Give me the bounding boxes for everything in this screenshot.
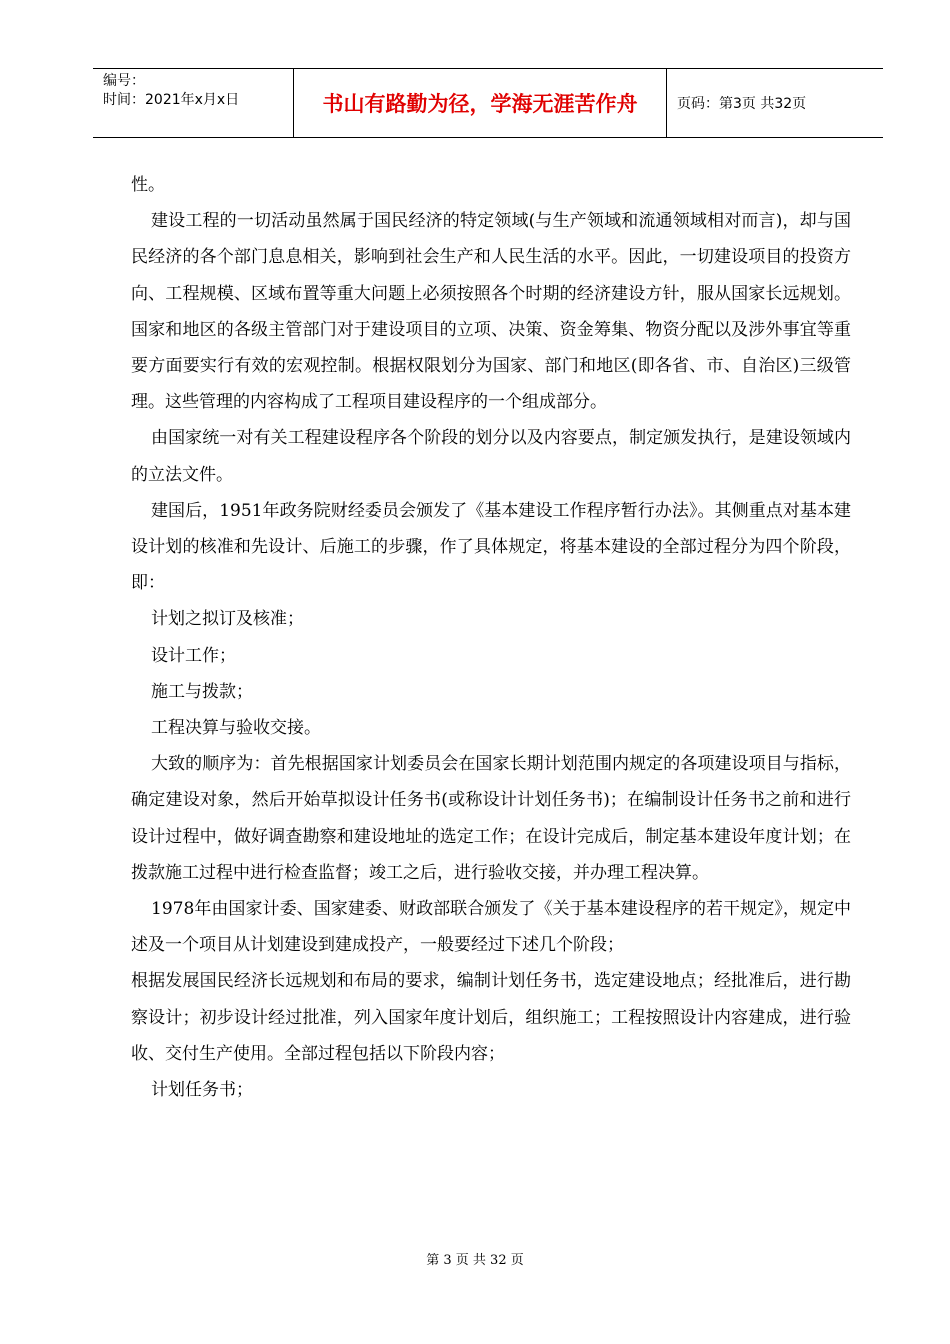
paragraph: 建设工程的一切活动虽然属于国民经济的特定领域(与生产领域和流通领域相对而言)，却与国民经济的各个部门息息相关，影响到社会生产和人民生活的水平。因此，一切建设项目的投资方向、工程规模、区域布置等重大问题上必须按照各个时期的经济建设方针，服从国家长远规划。国家和地区的各级主管部门对于建设项目的立项、决策、资金筹集、物资分配以及涉外事宜等重要方面要实行有效的宏观控制。根据权限划分为国家、部门和地区(即各省、市、自治区)三级管理。这些管理的内容构成了工程项目建设程序的一个组成部分。 (131, 211, 851, 413)
list-item: 设计工作； (151, 645, 236, 666)
header-motto: 书山有路勤为径，学海无涯苦作舟 (294, 69, 667, 137)
document-code-label: 编号： (103, 73, 145, 89)
document-time-label: 时间：2021年x月x日 (103, 92, 240, 108)
list-item: 施工与拨款； (151, 681, 253, 702)
list-item: 计划任务书； (151, 1080, 253, 1101)
paragraph: 根据发展国民经济长远规划和布局的要求，编制计划任务书，选定建设地点；经批准后，进行勘察设计；初步设计经过批准，列入国家年度计划后，组织施工；工程按照设计内容建成，进行验收、交付生产使用。全部过程包括以下阶段内容； (131, 971, 851, 1064)
paragraph: 1978年由国家计委、国家建委、财政部联合颁发了《关于基本建设程序的若干规定》，规定中述及一个项目从计划建设到建成投产，一般要经过下述几个阶段； (131, 899, 851, 956)
paragraph: 性。 (131, 175, 165, 195)
paragraph: 由国家统一对有关工程建设程序各个阶段的划分以及内容要点，制定颁发执行，是建设领域内的立法文件。 (131, 428, 851, 485)
paragraph: 大致的顺序为：首先根据国家计划委员会在国家长期计划范围内规定的各项建设项目与指标，确定建设对象，然后开始草拟设计任务书(或称设计计划任务书)；在编制设计任务书之前和进行设计过程中，做好调查勘察和建设地址的选定工作；在设计完成后，制定基本建设年度计划；在拨款施工过程中进行检查监督；竣工之后，进行验收交接，并办理工程决算。 (131, 754, 851, 883)
paragraph: 建国后，1951年政务院财经委员会颁发了《基本建设工作程序暂行办法》。其侧重点对基本建设计划的核准和先设计、后施工的步骤，作了具体规定，将基本建设的全部过程分为四个阶段，即： (131, 500, 851, 594)
header-page-info: 页码：第3页 共32页 (677, 96, 807, 112)
page-header (93, 68, 883, 138)
footer-page-number: 第 3 页 共 32 页 (426, 1253, 524, 1268)
list-item: 计划之拟订及核准； (151, 609, 304, 630)
header-meta (93, 69, 294, 137)
document-body (131, 167, 851, 1108)
list-item: 工程决算与验收交接。 (151, 718, 321, 739)
page-footer (0, 1249, 950, 1268)
